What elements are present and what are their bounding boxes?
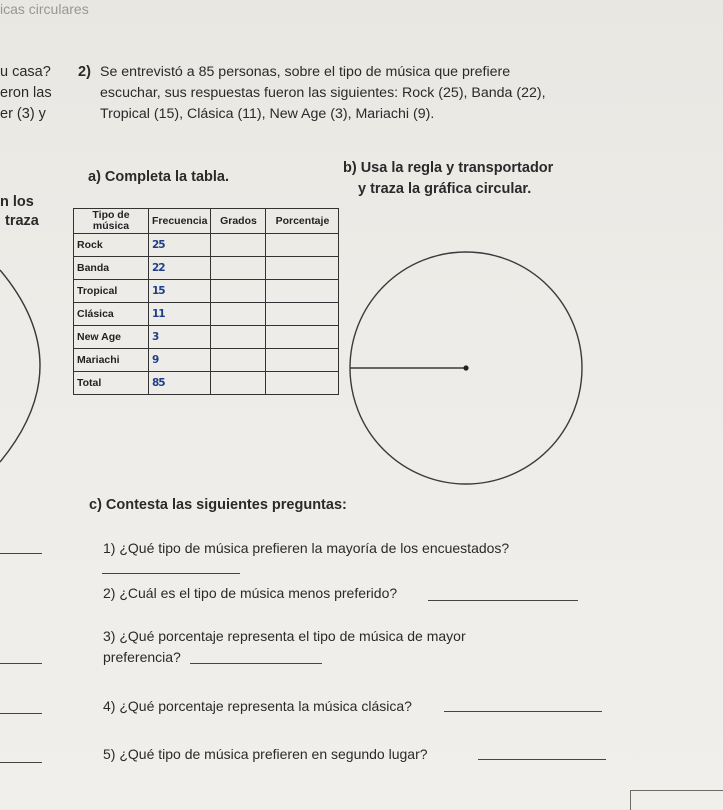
row-type: New Age — [74, 326, 149, 349]
question-5: 5) ¿Qué tipo de música prefieren en segundo lugar? — [103, 746, 428, 762]
problem-text-line-3: Tropical (15), Clásica (11), New Age (3), Mariachi (9). — [100, 106, 435, 122]
neighbor-circle-arc — [0, 270, 40, 462]
problem-number: 2) — [78, 64, 91, 80]
row-degrees-cell[interactable] — [211, 372, 266, 395]
margin-text-1: u casa? — [0, 64, 51, 80]
answer-line-3[interactable] — [190, 663, 322, 664]
answer-line-1[interactable] — [102, 573, 240, 574]
header-percentage: Porcentaje — [266, 209, 339, 234]
row-degrees-cell[interactable] — [211, 280, 266, 303]
header-music-type: Tipo de música — [74, 209, 149, 234]
row-percentage-cell[interactable] — [266, 257, 339, 280]
table-row — [74, 326, 339, 349]
margin-text-3: er (3) y — [0, 106, 46, 122]
row-type: Total — [74, 372, 149, 395]
question-4: 4) ¿Qué porcentaje representa la música clásica? — [103, 698, 412, 714]
table-row — [74, 257, 339, 280]
table-row — [74, 280, 339, 303]
row-frequency[interactable]: 22 — [149, 257, 211, 280]
header-frequency: Frecuencia — [149, 209, 211, 234]
row-degrees-cell[interactable] — [211, 257, 266, 280]
frequency-table — [73, 208, 339, 395]
row-frequency[interactable]: 11 — [149, 303, 211, 326]
row-frequency[interactable]: 3 — [149, 326, 211, 349]
margin-answer-line — [0, 713, 42, 714]
margin-answer-line — [0, 762, 42, 763]
row-percentage-cell[interactable] — [266, 372, 339, 395]
table-row — [74, 234, 339, 257]
row-degrees-cell[interactable] — [211, 303, 266, 326]
margin-text-5: traza — [5, 213, 39, 229]
row-percentage-cell[interactable] — [266, 280, 339, 303]
cut-off-heading: icas circulares — [0, 1, 89, 17]
part-b-label-line-2: y traza la gráfica circular. — [358, 181, 532, 197]
answer-line-4[interactable] — [444, 711, 602, 712]
question-2: 2) ¿Cuál es el tipo de música menos preferido? — [103, 585, 398, 601]
header-degrees: Grados — [211, 209, 266, 234]
answer-line-5[interactable] — [478, 759, 606, 760]
row-type: Clásica — [74, 303, 149, 326]
row-type: Banda — [74, 257, 149, 280]
row-degrees-cell[interactable] — [211, 349, 266, 372]
answer-line-2[interactable] — [428, 600, 578, 601]
row-percentage-cell[interactable] — [266, 349, 339, 372]
margin-text-2: eron las — [0, 85, 52, 101]
question-1: 1) ¿Qué tipo de música prefieren la mayoría de los encuestados? — [103, 540, 510, 556]
row-frequency[interactable]: 9 — [149, 349, 211, 372]
page-edge-corner — [630, 790, 723, 810]
question-3-line-1: 3) ¿Qué porcentaje representa el tipo de música de mayor — [103, 628, 466, 644]
row-type: Mariachi — [74, 349, 149, 372]
margin-text-4: n los — [0, 194, 34, 210]
problem-text-line-1: Se entrevistó a 85 personas, sobre el tipo de música que prefiere — [100, 64, 511, 80]
row-percentage-cell[interactable] — [266, 234, 339, 257]
row-degrees-cell[interactable] — [211, 326, 266, 349]
row-frequency[interactable]: 25 — [149, 234, 211, 257]
question-3-line-2: preferencia? — [103, 649, 181, 665]
row-frequency[interactable]: 15 — [149, 280, 211, 303]
part-b-label-line-1: b) Usa la regla y transportador — [343, 160, 554, 176]
row-degrees-cell[interactable] — [211, 234, 266, 257]
row-percentage-cell[interactable] — [266, 326, 339, 349]
table-total-row — [74, 372, 339, 395]
part-c-label: c) Contesta las siguientes preguntas: — [89, 497, 347, 513]
row-percentage-cell[interactable] — [266, 303, 339, 326]
part-a-label: a) Completa la tabla. — [88, 169, 230, 185]
table-row — [74, 349, 339, 372]
row-type: Rock — [74, 234, 149, 257]
table-row — [74, 303, 339, 326]
circle-center-dot — [463, 365, 468, 370]
row-frequency[interactable]: 85 — [149, 372, 211, 395]
margin-answer-line — [0, 553, 42, 554]
margin-answer-line — [0, 663, 42, 664]
row-type: Tropical — [74, 280, 149, 303]
problem-text-line-2: escuchar, sus respuestas fueron las siguientes: Rock (25), Banda (22), — [100, 85, 546, 101]
table-header-row — [74, 209, 339, 234]
circle-outline — [350, 252, 582, 484]
